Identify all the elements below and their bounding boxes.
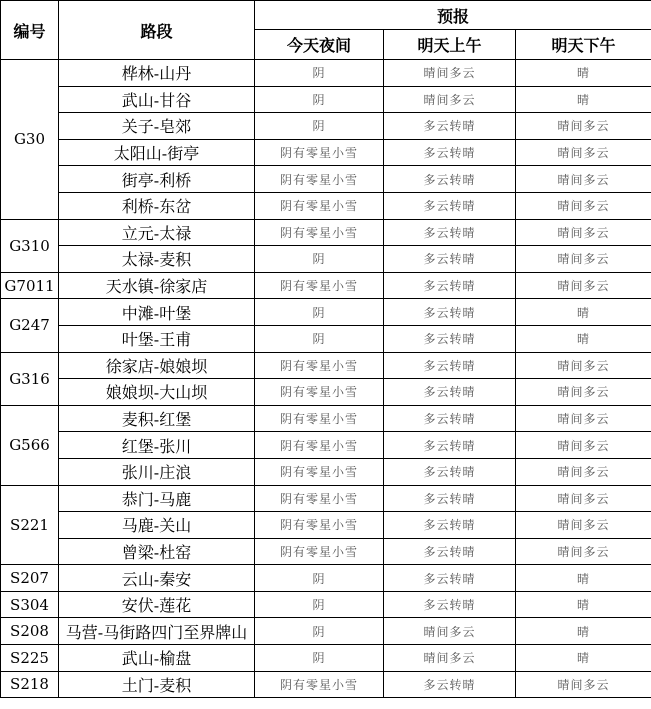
road-segment: 街亭-利桥: [59, 166, 255, 193]
forecast-tonight: 阴有零星小雪: [255, 458, 384, 485]
road-segment: 曾梁-杜窑: [59, 538, 255, 565]
forecast-tomorrow-afternoon: 晴间多云: [516, 485, 651, 512]
header-tonight: 今天夜间: [255, 30, 384, 60]
forecast-tonight: 阴有零星小雪: [255, 538, 384, 565]
forecast-tomorrow-afternoon: 晴间多云: [516, 458, 651, 485]
header-row-1: [1, 1, 651, 30]
forecast-tomorrow-morning: 多云转晴: [384, 432, 516, 459]
forecast-tomorrow-afternoon: 晴间多云: [516, 272, 651, 299]
table-row: [1, 565, 651, 592]
road-segment: 武山-榆盘: [59, 645, 255, 672]
forecast-tonight: 阴有零星小雪: [255, 512, 384, 539]
forecast-tonight: 阴有零星小雪: [255, 352, 384, 379]
forecast-tomorrow-afternoon: 晴间多云: [516, 352, 651, 379]
forecast-tomorrow-afternoon: 晴间多云: [516, 538, 651, 565]
forecast-tomorrow-afternoon: 晴间多云: [516, 113, 651, 140]
table-row: [1, 405, 651, 432]
forecast-tonight: 阴有零星小雪: [255, 671, 384, 698]
header-segment: 路段: [59, 1, 255, 60]
forecast-tomorrow-afternoon: 晴: [516, 618, 651, 645]
road-segment: 麦积-红堡: [59, 405, 255, 432]
forecast-tomorrow-morning: 多云转晴: [384, 379, 516, 406]
road-segment: 太禄-麦积: [59, 246, 255, 273]
table-row: [1, 458, 651, 485]
forecast-tomorrow-morning: 多云转晴: [384, 246, 516, 273]
road-segment: 安伏-莲花: [59, 591, 255, 618]
forecast-tomorrow-afternoon: 晴间多云: [516, 671, 651, 698]
table-row: [1, 591, 651, 618]
forecast-tomorrow-afternoon: 晴间多云: [516, 246, 651, 273]
forecast-tomorrow-morning: 多云转晴: [384, 405, 516, 432]
forecast-tomorrow-morning: 晴间多云: [384, 86, 516, 113]
route-code: S221: [1, 485, 59, 565]
road-segment: 桦林-山丹: [59, 60, 255, 87]
route-code: S304: [1, 591, 59, 618]
route-code: S207: [1, 565, 59, 592]
road-segment: 太阳山-街亭: [59, 139, 255, 166]
forecast-tomorrow-afternoon: 晴: [516, 645, 651, 672]
route-code: S225: [1, 645, 59, 672]
forecast-tonight: 阴: [255, 325, 384, 352]
road-segment: 红堡-张川: [59, 432, 255, 459]
road-segment: 云山-秦安: [59, 565, 255, 592]
forecast-tomorrow-morning: 多云转晴: [384, 538, 516, 565]
header-code: 编号: [1, 1, 59, 60]
road-segment: 土门-麦积: [59, 671, 255, 698]
forecast-tomorrow-morning: 多云转晴: [384, 166, 516, 193]
forecast-tonight: 阴: [255, 618, 384, 645]
forecast-tonight: 阴: [255, 591, 384, 618]
forecast-tonight: 阴有零星小雪: [255, 432, 384, 459]
road-segment: 立元-太禄: [59, 219, 255, 246]
forecast-tomorrow-afternoon: 晴间多云: [516, 166, 651, 193]
forecast-tomorrow-afternoon: 晴: [516, 299, 651, 326]
route-code: G7011: [1, 272, 59, 299]
road-segment: 张川-庄浪: [59, 458, 255, 485]
table-row: [1, 485, 651, 512]
forecast-tonight: 阴有零星小雪: [255, 405, 384, 432]
forecast-tomorrow-morning: 多云转晴: [384, 219, 516, 246]
forecast-tomorrow-morning: 多云转晴: [384, 113, 516, 140]
table-row: [1, 139, 651, 166]
header-tomorrow-afternoon: 明天下午: [516, 30, 651, 60]
forecast-tonight: 阴: [255, 565, 384, 592]
forecast-tonight: 阴: [255, 86, 384, 113]
road-segment: 恭门-马鹿: [59, 485, 255, 512]
forecast-tomorrow-morning: 多云转晴: [384, 485, 516, 512]
route-code: G310: [1, 219, 59, 272]
forecast-tomorrow-morning: 多云转晴: [384, 325, 516, 352]
road-segment: 利桥-东岔: [59, 192, 255, 219]
road-segment: 叶堡-王甫: [59, 325, 255, 352]
forecast-tomorrow-afternoon: 晴: [516, 86, 651, 113]
table-row: [1, 645, 651, 672]
forecast-tomorrow-morning: 晴间多云: [384, 618, 516, 645]
table-row: [1, 166, 651, 193]
forecast-tomorrow-afternoon: 晴间多云: [516, 139, 651, 166]
header-tomorrow-morning: 明天上午: [384, 30, 516, 60]
forecast-tonight: 阴: [255, 246, 384, 273]
forecast-tonight: 阴有零星小雪: [255, 192, 384, 219]
forecast-tomorrow-morning: 多云转晴: [384, 591, 516, 618]
forecast-tomorrow-morning: 晴间多云: [384, 645, 516, 672]
forecast-tonight: 阴有零星小雪: [255, 272, 384, 299]
forecast-tomorrow-afternoon: 晴间多云: [516, 405, 651, 432]
forecast-tonight: 阴: [255, 645, 384, 672]
forecast-tomorrow-morning: 多云转晴: [384, 565, 516, 592]
table-row: [1, 379, 651, 406]
forecast-tonight: 阴: [255, 113, 384, 140]
road-segment: 天水镇-徐家店: [59, 272, 255, 299]
forecast-tomorrow-morning: 多云转晴: [384, 512, 516, 539]
route-code: G247: [1, 299, 59, 352]
forecast-tonight: 阴有零星小雪: [255, 166, 384, 193]
forecast-tomorrow-afternoon: 晴: [516, 60, 651, 87]
table-row: [1, 113, 651, 140]
road-segment: 武山-甘谷: [59, 86, 255, 113]
forecast-tonight: 阴有零星小雪: [255, 485, 384, 512]
forecast-tomorrow-afternoon: 晴: [516, 325, 651, 352]
forecast-tomorrow-afternoon: 晴间多云: [516, 219, 651, 246]
road-segment: 娘娘坝-大山坝: [59, 379, 255, 406]
forecast-tomorrow-morning: 多云转晴: [384, 139, 516, 166]
forecast-tonight: 阴: [255, 60, 384, 87]
forecast-tonight: 阴有零星小雪: [255, 139, 384, 166]
forecast-tomorrow-afternoon: 晴间多云: [516, 432, 651, 459]
forecast-tonight: 阴: [255, 299, 384, 326]
route-code: S218: [1, 671, 59, 698]
route-code: G30: [1, 60, 59, 220]
road-segment: 马鹿-关山: [59, 512, 255, 539]
table-row: [1, 60, 651, 87]
forecast-tomorrow-morning: 多云转晴: [384, 299, 516, 326]
forecast-tomorrow-morning: 晴间多云: [384, 60, 516, 87]
table-body: [1, 60, 651, 698]
road-segment: 马营-马街路四门至界牌山: [59, 618, 255, 645]
table-row: [1, 512, 651, 539]
road-segment: 中滩-叶堡: [59, 299, 255, 326]
table-row: [1, 299, 651, 326]
forecast-tomorrow-morning: 多云转晴: [384, 272, 516, 299]
forecast-tomorrow-afternoon: 晴间多云: [516, 379, 651, 406]
table-row: [1, 618, 651, 645]
table-row: [1, 325, 651, 352]
forecast-tomorrow-afternoon: 晴间多云: [516, 512, 651, 539]
forecast-tomorrow-morning: 多云转晴: [384, 458, 516, 485]
forecast-tonight: 阴有零星小雪: [255, 219, 384, 246]
route-code: G316: [1, 352, 59, 405]
forecast-tonight: 阴有零星小雪: [255, 379, 384, 406]
table-row: [1, 432, 651, 459]
forecast-tomorrow-afternoon: 晴: [516, 565, 651, 592]
table-row: [1, 671, 651, 698]
route-code: G566: [1, 405, 59, 485]
table-row: [1, 219, 651, 246]
table-row: [1, 192, 651, 219]
forecast-tomorrow-morning: 多云转晴: [384, 352, 516, 379]
table-row: [1, 246, 651, 273]
table-row: [1, 538, 651, 565]
forecast-tomorrow-afternoon: 晴: [516, 591, 651, 618]
table-row: [1, 86, 651, 113]
road-segment: 关子-皂郊: [59, 113, 255, 140]
road-segment: 徐家店-娘娘坝: [59, 352, 255, 379]
forecast-tomorrow-morning: 多云转晴: [384, 671, 516, 698]
forecast-tomorrow-afternoon: 晴间多云: [516, 192, 651, 219]
header-forecast: 预报: [255, 1, 651, 30]
table-row: [1, 352, 651, 379]
forecast-tomorrow-morning: 多云转晴: [384, 192, 516, 219]
route-code: S208: [1, 618, 59, 645]
table-row: [1, 272, 651, 299]
